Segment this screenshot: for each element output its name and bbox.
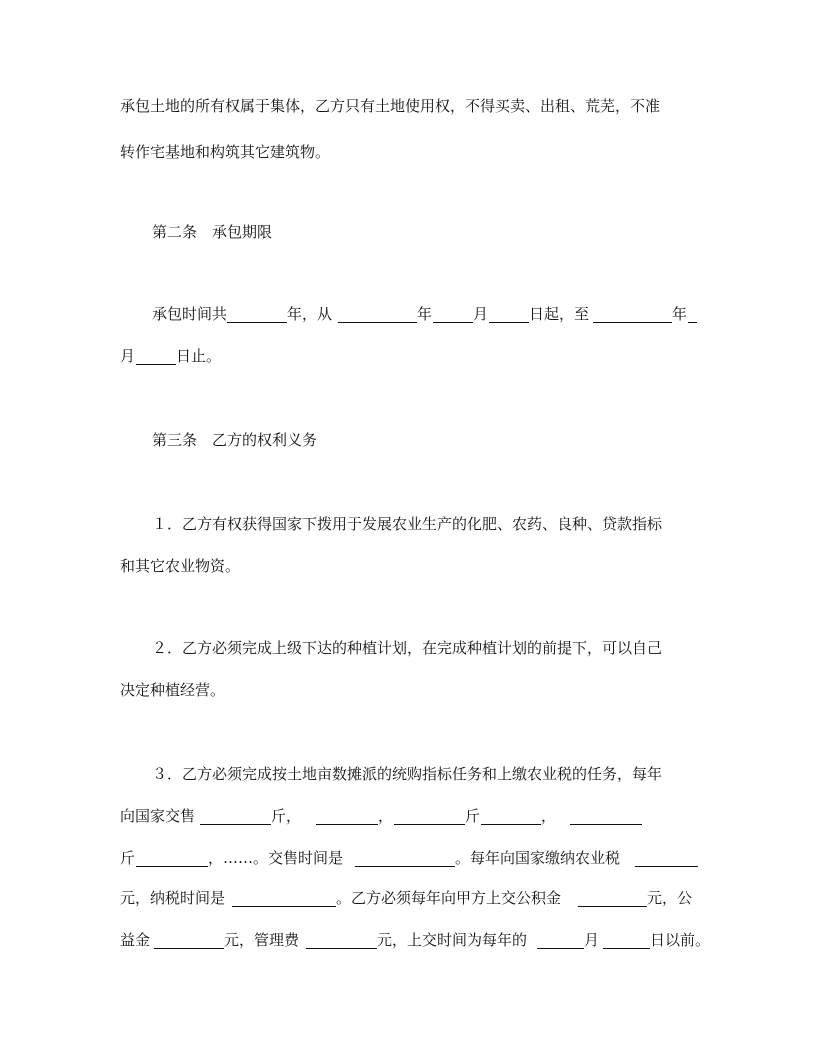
paragraph-text: 转作宅基地和构筑其它建筑物。 bbox=[120, 143, 331, 161]
paragraph-text: 月 bbox=[120, 347, 136, 365]
paragraph-text: 日以前。 bbox=[650, 931, 711, 949]
section-heading-text: 第二条 承包期限 bbox=[152, 223, 273, 241]
paragraph-text: 元，管理费 bbox=[224, 931, 300, 949]
paragraph-text: 元，上交时间为每年的 bbox=[377, 931, 528, 949]
paragraph-text: 元，纳税时间是 bbox=[120, 889, 226, 907]
paragraph-text: 年 bbox=[417, 305, 433, 323]
paragraph-text: 斤， bbox=[271, 807, 302, 825]
paragraph-text: 年，从 bbox=[287, 305, 333, 323]
management-fee-blank[interactable] bbox=[306, 932, 377, 949]
sales-quantity-blank-1[interactable] bbox=[200, 808, 271, 825]
tax-time-blank[interactable] bbox=[232, 890, 336, 907]
paragraph-text: 月 bbox=[473, 305, 489, 323]
paragraph-text: ， bbox=[378, 807, 394, 825]
sales-item-blank-1[interactable] bbox=[316, 808, 378, 825]
paragraph-text: １．乙方有权获得国家下拨用于发展农业生产的化肥、农药、良种、贷款指标 bbox=[152, 515, 663, 533]
sales-quantity-blank-4[interactable] bbox=[136, 850, 208, 867]
sales-quantity-blank-2[interactable] bbox=[394, 808, 465, 825]
paragraph-text: 年 bbox=[672, 305, 688, 323]
end-month-blank[interactable] bbox=[136, 348, 176, 365]
paragraph-text: ３．乙方必须完成按土地亩数摊派的统购指标任务和上缴农业税的任务，每年 bbox=[152, 765, 663, 783]
paragraph-text: 。每年向国家缴纳农业税 bbox=[455, 849, 621, 867]
start-day-blank[interactable] bbox=[489, 306, 529, 323]
public-welfare-fund-blank[interactable] bbox=[154, 932, 224, 949]
paragraph-text: 和其它农业物资。 bbox=[120, 557, 241, 575]
paragraph-text: 日起，至 bbox=[529, 305, 590, 323]
paragraph-text: 承包土地的所有权属于集体，乙方只有土地使用权，不得买卖、出租、荒芜，不准 bbox=[120, 97, 661, 115]
agricultural-tax-blank[interactable] bbox=[635, 850, 698, 867]
paragraph-text: 斤 bbox=[120, 849, 136, 867]
trailing-blank[interactable] bbox=[688, 306, 697, 323]
term-years-blank[interactable] bbox=[227, 306, 287, 323]
deadline-day-blank[interactable] bbox=[603, 932, 650, 949]
deadline-month-blank[interactable] bbox=[537, 932, 584, 949]
sales-item-blank-2[interactable] bbox=[481, 808, 541, 825]
paragraph-text: 元，公 bbox=[647, 889, 693, 907]
paragraph-text: ， bbox=[541, 807, 557, 825]
paragraph-text: 。乙方必须每年向甲方上交公积金 bbox=[336, 889, 562, 907]
end-year-blank[interactable] bbox=[593, 306, 672, 323]
sales-quantity-blank-3[interactable] bbox=[570, 808, 642, 825]
provident-fund-blank[interactable] bbox=[578, 890, 647, 907]
paragraph-text: 决定种植经营。 bbox=[120, 681, 226, 699]
paragraph-text: 斤 bbox=[465, 807, 481, 825]
paragraph-text: ，……。交售时间是 bbox=[208, 849, 344, 867]
paragraph-text: 日止。 bbox=[176, 347, 222, 365]
sales-time-blank[interactable] bbox=[355, 850, 455, 867]
start-month-blank[interactable] bbox=[433, 306, 473, 323]
paragraph-text: 益金 bbox=[120, 931, 151, 949]
paragraph-text: 承包时间共 bbox=[152, 305, 228, 323]
paragraph-text: ２．乙方必须完成上级下达的种植计划，在完成种植计划的前提下，可以自己 bbox=[152, 639, 663, 657]
paragraph-text: 向国家交售 bbox=[120, 807, 196, 825]
paragraph-text: 月 bbox=[584, 931, 600, 949]
start-year-blank[interactable] bbox=[338, 306, 417, 323]
section-heading-text: 第三条 乙方的权利义务 bbox=[152, 431, 318, 449]
